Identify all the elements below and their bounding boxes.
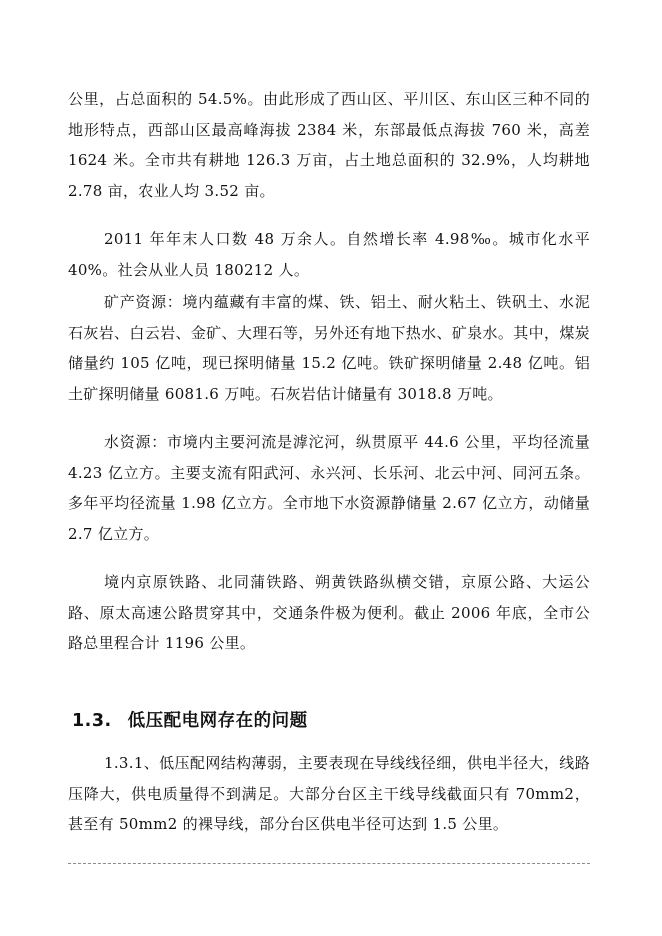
section-title: 低压配电网存在的问题 [127,711,308,731]
paragraph-water-resources: 水资源：市境内主要河流是滹沱河，纵贯原平 44.6 公里，平均径流量 4.23 亿立方。主要支流有阳武河、永兴河、长乐河、北云中河、同河五条。多年平均径流量 1.98 亿立方。全市地下水资源静储量 2.67 亿立方，动储量 2.7 亿立方。 [68,433,590,543]
paragraph-terrain: 公里，占总面积的 54.5%。由此形成了西山区、平川区、东山区三种不同的地形特点，西部山区最高峰海拔 2384 米，东部最低点海拔 760 米，高差 1624 米。全市共有耕地 126.3 万亩，占土地总面积的 32.9%，人均耕地 2.78 亩，农业人均 3.52 亩。 [68,90,590,200]
footer-divider [68,863,590,864]
section-heading [72,707,308,732]
paragraph-issue-1: 1.3.1、低压配网结构薄弱，主要表现在导线线径细，供电半径大，线路压降大，供电质量得不到满足。大部分台区主干线导线截面只有 70mm2，甚至有 50mm2 的裸导线，部分台区供电半径可达到 1.5 公里。 [68,754,590,833]
paragraph-population: 2011 年年末人口数 48 万余人。自然增长率 4.98‰。城市化水平 40%。社会从业人员 180212 人。 [68,230,590,279]
paragraph-transport: 境内京原铁路、北同蒲铁路、朔黄铁路纵横交错，京原公路、大运公路、原太高速公路贯穿其中，交通条件极为便利。截止 2006 年底，全市公路总里程合计 1196 公里。 [68,573,590,652]
section-number: 1.3. [72,711,112,731]
paragraph-minerals: 矿产资源：境内蕴藏有丰富的煤、铁、铝土、耐火粘土、铁矾土、水泥石灰岩、白云岩、金矿、大理石等，另外还有地下热水、矿泉水。其中，煤炭储量约 105 亿吨，现已探明储量 15.2 亿吨。铁矿探明储量 2.48 亿吨。铝土矿探明储量 6081.6 万吨。石灰岩估计储量有 3018.8 万吨。 [68,293,590,403]
